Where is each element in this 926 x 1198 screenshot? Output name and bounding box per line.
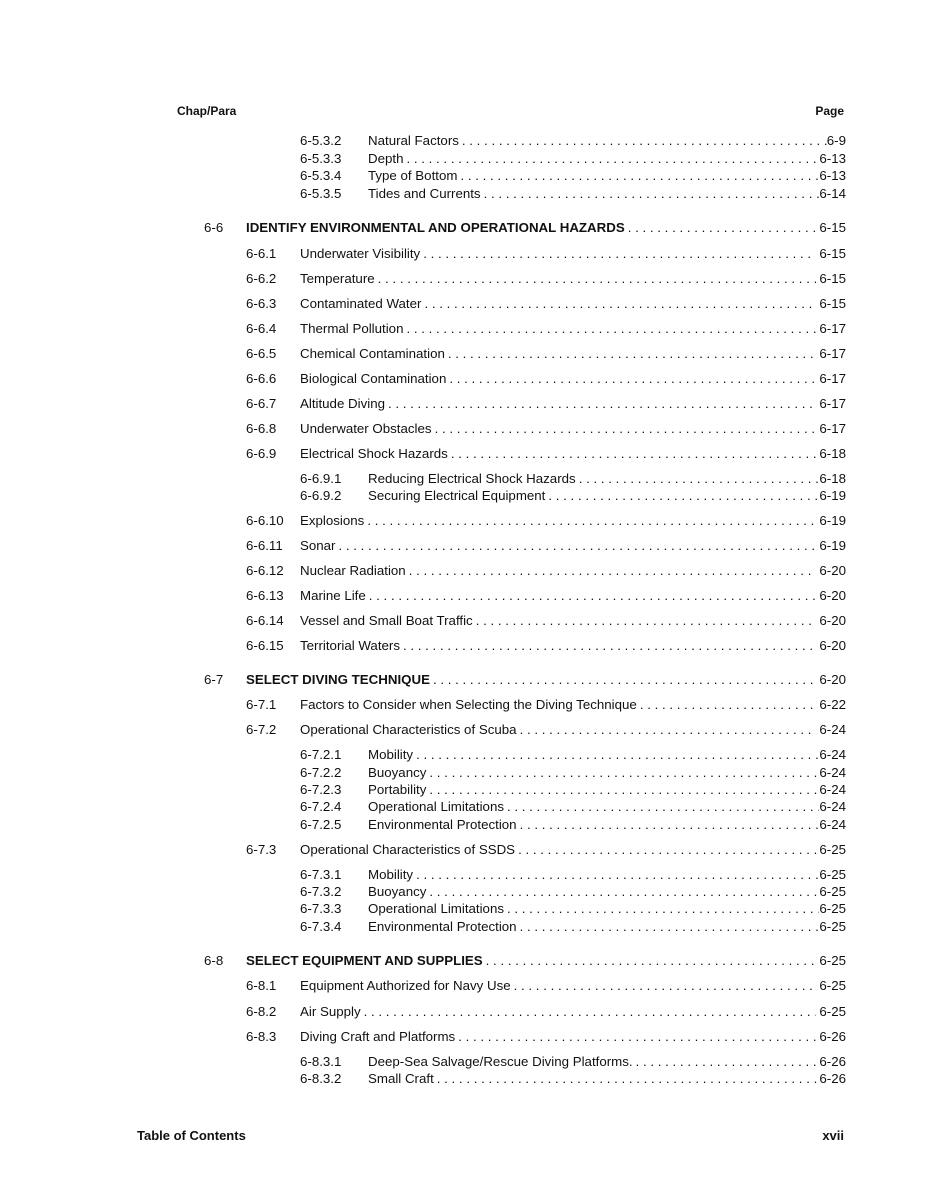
toc-entry-number: 6-6.15 [246,638,284,653]
toc-entry-number: 6-6 [204,220,224,235]
toc-entry-number: 6-6.3 [246,296,277,311]
toc-entry-line [300,295,846,313]
toc-dot-leader [507,900,819,918]
toc-entry-page: 6-25 [819,842,846,857]
toc-entry-line [300,841,846,859]
toc-entry-number: 6-7.3 [246,842,277,857]
toc-dot-leader [460,167,819,185]
toc-entry-line [300,345,846,363]
toc-entry-page: 6-25 [819,978,846,993]
toc-entry[interactable] [0,1003,926,1021]
toc-dot-leader [520,918,820,936]
toc-entry-line [368,900,846,918]
toc-dot-leader [636,1053,820,1071]
toc-entry-title: SELECT EQUIPMENT AND SUPPLIES [246,953,483,968]
toc-entry[interactable] [0,219,926,237]
toc-entry-line [300,977,846,995]
toc-entry-line [246,952,846,970]
toc-entry-title: Deep-Sea Salvage/Rescue Diving Platforms. [368,1054,633,1069]
toc-entry-page: 6-19 [819,488,846,503]
toc-dot-leader [640,696,817,714]
toc-entry-page: 6-24 [819,722,846,737]
toc-dot-leader [424,295,816,313]
toc-dot-leader [449,370,816,388]
toc-dot-leader [579,470,820,488]
toc-entry-page: 6-24 [819,747,846,762]
toc-entry-title: Operational Characteristics of SSDS [300,842,516,857]
toc-entry-number: 6-8.3.2 [300,1071,342,1086]
toc-entry-title: Vessel and Small Boat Traffic [300,613,473,628]
footer-page-number: xvii [822,1128,844,1143]
toc-dot-leader [378,270,817,288]
toc-entry-number: 6-7.3.4 [300,919,342,934]
toc-entry-number: 6-6.5 [246,346,277,361]
toc-entry[interactable] [0,320,926,338]
toc-entry-title: Nuclear Radiation [300,563,406,578]
toc-entry[interactable] [0,370,926,388]
toc-entry-page: 6-17 [819,321,846,336]
toc-dot-leader [520,816,820,834]
toc-entry-number: 6-6.9.1 [300,471,342,486]
toc-entry-title: Electrical Shock Hazards [300,446,448,461]
toc-entry-line [300,587,846,605]
toc-entry-title: Thermal Pollution [300,321,404,336]
toc-dot-leader [514,977,817,995]
toc-dot-leader [518,841,816,859]
toc-entry[interactable] [0,883,926,901]
toc-entry-line [300,537,846,555]
toc-dot-leader [548,487,819,505]
toc-entry[interactable] [0,612,926,630]
toc-dot-leader [403,637,816,655]
toc-dot-leader [437,1070,820,1088]
toc-entry-number: 6-6.9 [246,446,277,461]
toc-entry-page: 6-17 [819,421,846,436]
toc-dot-leader [451,445,817,463]
toc-entry-page: 6-24 [819,817,846,832]
toc-entry-line [300,612,846,630]
toc-entry-title: Air Supply [300,1004,361,1019]
toc-dot-leader [448,345,817,363]
toc-entry[interactable] [0,270,926,288]
toc-entry-number: 6-7.2.1 [300,747,342,762]
toc-entry-number: 6-7.1 [246,697,277,712]
toc-entry-title: Operational Limitations [368,799,504,814]
toc-entry-line [300,420,846,438]
toc-entry-page: 6-15 [819,271,846,286]
toc-entry-page: 6-22 [819,697,846,712]
toc-dot-leader [628,219,817,237]
toc-entry-page: 6-17 [819,396,846,411]
toc-entry-number: 6-6.7 [246,396,277,411]
toc-entry-page: 6-25 [819,867,846,882]
toc-entry[interactable] [0,185,926,203]
toc-entry-page: 6-26 [819,1054,846,1069]
toc-entry-number: 6-6.13 [246,588,284,603]
toc-entry[interactable] [0,721,926,739]
toc-dot-leader [338,537,816,555]
toc-dot-leader [429,883,819,901]
toc-entry-page: 6-20 [819,563,846,578]
toc-entry-title: Mobility [368,747,414,762]
toc-entry-page: 6-24 [819,765,846,780]
toc-entry-title: Operational Limitations [368,901,504,916]
toc-entry-page: 6-20 [819,588,846,603]
toc-dot-leader [406,150,819,168]
toc-entry-line [300,320,846,338]
toc-entry-title: Altitude Diving [300,396,385,411]
toc-entry-page: 6-19 [819,538,846,553]
toc-entry-page: 6-18 [819,446,846,461]
toc-dot-leader [369,587,817,605]
toc-entry-title: Natural Factors [368,133,459,148]
toc-dot-leader [429,781,819,799]
toc-entry[interactable] [0,132,926,150]
toc-entry-page: 6-15 [819,220,846,235]
toc-entry-page: 6-25 [819,919,846,934]
toc-entry-line [368,781,846,799]
toc-entry-number: 6-8 [204,953,224,968]
toc-entry-line [246,219,846,237]
toc-entry-number: 6-5.3.2 [300,133,342,148]
toc-dot-leader [433,671,816,689]
toc-entry-title: Small Craft [368,1071,434,1086]
toc-dot-leader [435,420,817,438]
toc-entry-number: 6-6.14 [246,613,284,628]
toc-entry-page: 6-25 [819,884,846,899]
toc-entry-number: 6-8.3.1 [300,1054,342,1069]
toc-entry-number: 6-6.2 [246,271,277,286]
toc-dot-leader [484,185,820,203]
header-page: Page [815,104,844,118]
toc-entry-line [300,370,846,388]
toc-entry-title: Sonar [300,538,336,553]
toc-entry-line [368,816,846,834]
toc-entry-line [246,671,846,689]
toc-entry-page: 6-15 [819,296,846,311]
toc-dot-leader [423,245,816,263]
toc-entry[interactable] [0,952,926,970]
toc-entry-page: 6-19 [819,513,846,528]
toc-dot-leader [458,1028,816,1046]
toc-dot-leader [364,1003,817,1021]
toc-dot-leader [406,320,816,338]
toc-entry-line [368,746,846,764]
toc-entry-title: Type of Bottom [368,168,458,183]
toc-entry-line [300,696,846,714]
toc-entry-page: 6-20 [819,672,846,687]
toc-entry[interactable] [0,781,926,799]
toc-entry[interactable] [0,977,926,995]
toc-entry[interactable] [0,167,926,185]
toc-entry-number: 6-6.6 [246,371,277,386]
toc-entry-title: Depth [368,151,404,166]
toc-entry-title: Mobility [368,867,414,882]
footer-title: Table of Contents [137,1128,246,1143]
toc-entry-number: 6-6.1 [246,246,277,261]
toc-entry-number: 6-7.2.5 [300,817,342,832]
toc-entry-line [368,185,846,203]
toc-entry-title: Chemical Contamination [300,346,445,361]
toc-entry-number: 6-7.2.3 [300,782,342,797]
toc-entry-title: Tides and Currents [368,186,481,201]
toc-dot-leader [409,562,817,580]
toc-entry-line [368,764,846,782]
toc-entry-number: 6-7.3.1 [300,867,342,882]
toc-entry-title: Explosions [300,513,365,528]
toc-entry-number: 6-8.3 [246,1029,277,1044]
toc-entry-title: Portability [368,782,427,797]
toc-dot-leader [429,764,819,782]
toc-entry[interactable] [0,445,926,463]
toc-entry[interactable] [0,671,926,689]
toc-entry-line [300,562,846,580]
toc-entry-title: Buoyancy [368,884,427,899]
toc-entry-line [300,1028,846,1046]
toc-entry-line [300,1003,846,1021]
toc-entry-line [368,470,846,488]
toc-entry-title: Biological Contamination [300,371,447,386]
toc-entry-title: IDENTIFY ENVIRONMENTAL AND OPERATIONAL HAZARDS [246,220,625,235]
toc-dot-leader [507,798,819,816]
toc-entry-title: Territorial Waters [300,638,400,653]
toc-entry[interactable] [0,487,926,505]
toc-entry-page: 6-9 [826,133,846,148]
toc-entry-page: 6-20 [819,613,846,628]
toc-entry-title: Underwater Visibility [300,246,421,261]
toc-entry-line [368,1053,846,1071]
toc-dot-leader [388,395,816,413]
toc-entry-title: Reducing Electrical Shock Hazards [368,471,576,486]
toc-entry-line [300,721,846,739]
toc-entry-page: 6-13 [819,168,846,183]
toc-entry-number: 6-7.2.4 [300,799,342,814]
toc-entry[interactable] [0,696,926,714]
toc-dot-leader [367,512,816,530]
toc-entry-title: Securing Electrical Equipment [368,488,546,503]
toc-entry[interactable] [0,150,926,168]
toc-entry-number: 6-6.12 [246,563,284,578]
toc-entry-line [368,798,846,816]
header-chap-para: Chap/Para [177,104,237,118]
toc-entry-number: 6-6.4 [246,321,277,336]
toc-entry[interactable] [0,295,926,313]
toc-entry[interactable] [0,918,926,936]
toc-entry[interactable] [0,587,926,605]
toc-entry[interactable] [0,562,926,580]
toc-dot-leader [462,132,827,150]
toc-entry-number: 6-7.2 [246,722,277,737]
toc-entry-number: 6-5.3.3 [300,151,342,166]
toc-entry-page: 6-25 [819,1004,846,1019]
toc-entry[interactable] [0,637,926,655]
toc-entry-number: 6-6.8 [246,421,277,436]
toc-entry-line [300,445,846,463]
toc-entry-number: 6-7.2.2 [300,765,342,780]
toc-entry-page: 6-14 [819,186,846,201]
toc-entry-line [368,866,846,884]
toc-entry[interactable] [0,841,926,859]
toc-entry-line [368,150,846,168]
toc-entry-line [300,270,846,288]
toc-entry-page: 6-17 [819,371,846,386]
toc-dot-leader [520,721,817,739]
toc-entry[interactable] [0,345,926,363]
toc-entry-line [300,637,846,655]
toc-entry[interactable] [0,866,926,884]
toc-dot-leader [486,952,817,970]
toc-entry-title: Operational Characteristics of Scuba [300,722,517,737]
toc-entry-number: 6-7.3.3 [300,901,342,916]
toc-entry[interactable] [0,512,926,530]
toc-entry-page: 6-17 [819,346,846,361]
toc-entry-line [368,883,846,901]
toc-entry-page: 6-18 [819,471,846,486]
toc-entry-page: 6-25 [819,953,846,968]
toc-entry-line [368,487,846,505]
toc-entry-number: 6-5.3.4 [300,168,342,183]
toc-entry-line [368,918,846,936]
toc-entry-page: 6-24 [819,799,846,814]
toc-entry[interactable] [0,537,926,555]
toc-entry-number: 6-7 [204,672,224,687]
toc-entry[interactable] [0,1070,926,1088]
toc-entry-number: 6-8.2 [246,1004,277,1019]
toc-entry-line [300,512,846,530]
toc-entry-line [368,1070,846,1088]
toc-entry-title: Contaminated Water [300,296,422,311]
toc-entry-number: 6-6.10 [246,513,284,528]
toc-dot-leader [476,612,817,630]
toc-entry-title: Underwater Obstacles [300,421,432,436]
toc-entry-page: 6-24 [819,782,846,797]
toc-entry-number: 6-6.11 [246,538,283,553]
toc-entry[interactable] [0,816,926,834]
toc-entry-page: 6-25 [819,901,846,916]
toc-entry-page: 6-26 [819,1071,846,1086]
toc-entry-title: Environmental Protection [368,919,517,934]
toc-dot-leader [416,746,819,764]
toc-entry[interactable] [0,420,926,438]
toc-entry-number: 6-6.9.2 [300,488,342,503]
toc-entry[interactable] [0,470,926,488]
toc-entry-title: SELECT DIVING TECHNIQUE [246,672,430,687]
toc-entry-title: Equipment Authorized for Navy Use [300,978,511,993]
toc-entry-title: Marine Life [300,588,366,603]
toc-entry-line [300,245,846,263]
toc-dot-leader [416,866,819,884]
toc-entry-title: Diving Craft and Platforms [300,1029,456,1044]
toc-entry[interactable] [0,245,926,263]
toc-entry[interactable] [0,1053,926,1071]
toc-entry-title: Buoyancy [368,765,427,780]
toc-entry-page: 6-26 [819,1029,846,1044]
toc-entry-number: 6-5.3.5 [300,186,342,201]
toc-entry-line [300,395,846,413]
toc-entry[interactable] [0,1028,926,1046]
toc-entry-title: Factors to Consider when Selecting the Diving Technique [300,697,637,712]
toc-entry[interactable] [0,798,926,816]
toc-entry[interactable] [0,746,926,764]
toc-entry[interactable] [0,764,926,782]
toc-entry-number: 6-8.1 [246,978,277,993]
toc-entry[interactable] [0,395,926,413]
toc-entry-title: Temperature [300,271,375,286]
toc-entry-page: 6-13 [819,151,846,166]
toc-entry-line [368,167,846,185]
toc-entry-line [368,132,846,150]
toc-entry-number: 6-7.3.2 [300,884,342,899]
toc-entry-title: Environmental Protection [368,817,517,832]
toc-entry[interactable] [0,900,926,918]
toc-entry-page: 6-15 [819,246,846,261]
toc-entry-page: 6-20 [819,638,846,653]
